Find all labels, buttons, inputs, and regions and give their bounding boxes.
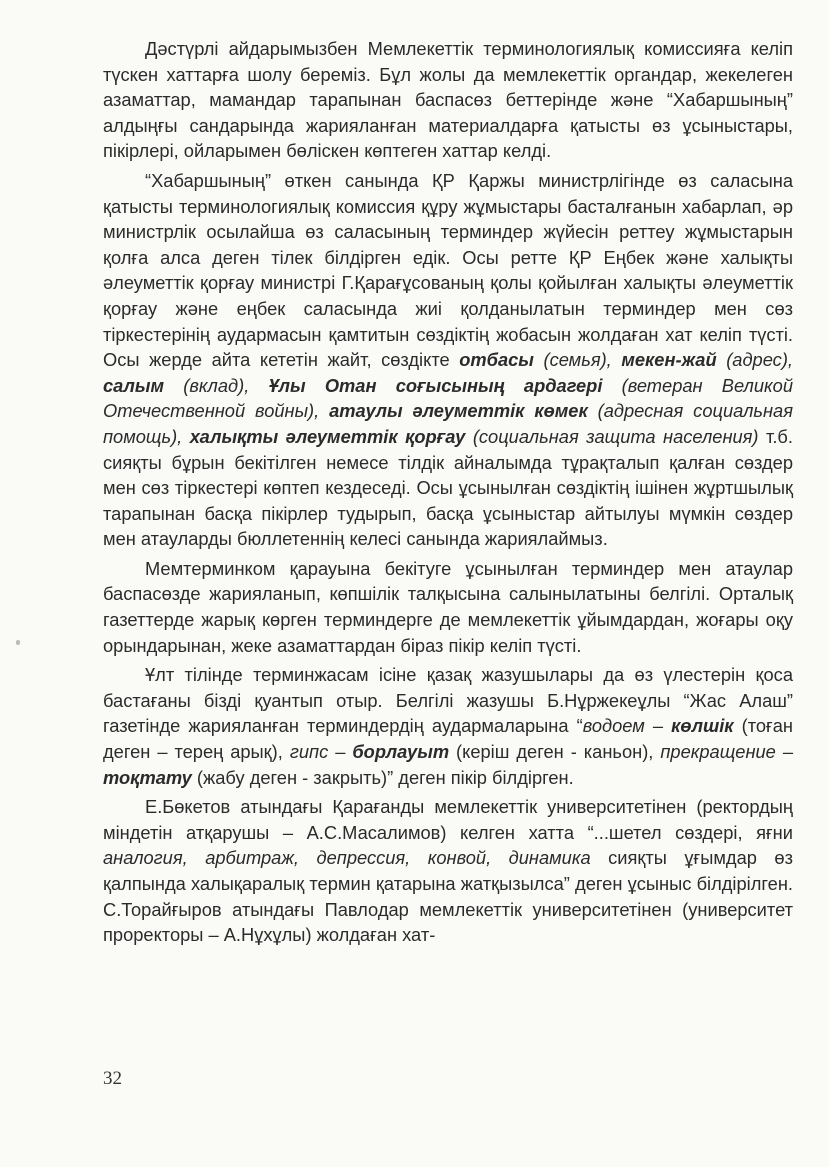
text-run: (жабу деген - закрыть)” деген пікір білдірген. — [191, 766, 574, 788]
bold-term: Ұлы Отан соғысының ардагері — [268, 374, 603, 396]
paragraph — [103, 36, 793, 164]
text-run: Мемтерминком қарауына бекітуге ұсынылған терминдер мен атаулар баспасөзде жарияланып, көпшілік талқысына салынылатыны белгілі. Орталық газеттерде жарық көрген терминдерге де мемлекеттік ұйымдардан, жоғары оқу орындарынан, жеке азаматтардан біраз пікір келіп түсті. — [103, 557, 793, 656]
text-run: – — [775, 741, 793, 763]
italic-text: (адрес), — [716, 349, 793, 371]
bold-term: мекен-жай — [621, 349, 717, 371]
bold-term: борлауыт — [352, 741, 450, 763]
text-run: сияқты ұғымдар өз қалпында халықаралық термин қатарына жатқызылса” деген ұсыныс білдірілген. С.Торайғыров атындағы Павлодар мемлекеттік университетінен (университет проректоры – А.Нұхұлы) жолдаған хат- — [103, 847, 793, 946]
italic-text: (социальная защита населения) — [465, 425, 759, 447]
italic-text: (семья), — [533, 349, 622, 371]
bold-term: көлшік — [671, 715, 734, 737]
text-run: Е.Бөкетов атындағы Қарағанды мемлекеттік университетінен (ректордың міндетін атқарушы – А.С.Масалимов) келген хатта “...шетел сөздері, яғни — [103, 796, 793, 843]
bold-term: тоқтату — [103, 766, 192, 788]
paragraph — [103, 794, 793, 948]
bold-term: салым — [103, 374, 165, 396]
bold-term: халықты әлеуметтік қорғау — [189, 425, 466, 447]
italic-text: (вклад), — [164, 374, 269, 396]
scan-speck — [16, 640, 20, 645]
bold-term: отбасы — [459, 349, 534, 371]
body-text — [103, 36, 793, 952]
italic-text: гипс — [289, 741, 329, 763]
italic-text: (ветеран Великой Отечественной войны), — [103, 374, 793, 422]
italic-text: водоем — [582, 715, 645, 737]
italic-text: (адресная социальная помощь), — [103, 400, 793, 447]
bold-term: атаулы әлеуметтік көмек — [329, 400, 588, 422]
text-run: т.б. сияқты бұрын бекітілген немесе тілдік айналымда тұрақталып қалған сөздер мен сөз тіркестері көптеп кездеседі. Осы ұсынылған сөздіктің ішінен жұртшылық тарапынан басқа пікірлер тудырып, басқа ұсыныстар айтылуы мүмкін сөздер мен атауларды бюллетеннің келесі санында жариялаймыз. — [103, 425, 793, 550]
paragraph — [103, 556, 793, 658]
italic-text: прекращение — [660, 741, 776, 763]
text-run: (тоған деген – терең арық), — [103, 715, 793, 763]
text-run: (кеpiш деген - каньон), — [449, 741, 661, 763]
text-run: Дәстүрлі айдарымызбен Мемлекеттік терминологиялық комиссияға келіп түскен хаттарға шолу береміз. Бұл жолы да мемлекеттік органдар, жекелеген азаматтар, мамандар тарапынан баспасөз беттерінде және “Хабаршының” алдыңғы сандарында жарияланған материалдарға қатысты өз ұсыныстары, пікірлері, ойларымен бөліскен көптеген хаттар келді. — [103, 38, 793, 162]
paragraph — [103, 662, 793, 790]
italic-text: аналогия, арбитраж, депрессия, конвой, динамика — [103, 847, 591, 869]
page-number: 32 — [103, 1068, 122, 1089]
text-run: – — [644, 715, 672, 737]
text-run: Ұлт тілінде терминжасам ісіне қазақ жазушылары да өз үлестерін қоса бастағаны бізді қуантып отыр. Белгілі жазушы Б.Нұржекеұлы “Жас Алаш” газетінде жарияланған терминдердің аудармаларына “ — [103, 664, 793, 737]
text-run: “Хабаршының” өткен санында ҚР Қаржы министрлігінде өз саласына қатысты терминологиялық комиссия құру жұмыстары басталғанын хабарлап, әр министрлік осылайша өз саласының терминдер жүйесін реттеу жұмыстарын қолға алса деген тілек білдірген едік. Осы ретте ҚР Еңбек және халықты әлеуметтік қорғау министрі Г.Қарағұсованың қолы қойылған халықты әлеуметтік қорғау және еңбек саласында жиі қолданылатын терминдер мен сөз тіркестерінің аудармасын қамтитын сөздіктің жобасын жолдаған хат келіп түсті. Осы жерде айта кететін жайт, сөздікте — [103, 169, 793, 371]
paragraph — [103, 168, 793, 552]
text-run: – — [328, 741, 353, 763]
